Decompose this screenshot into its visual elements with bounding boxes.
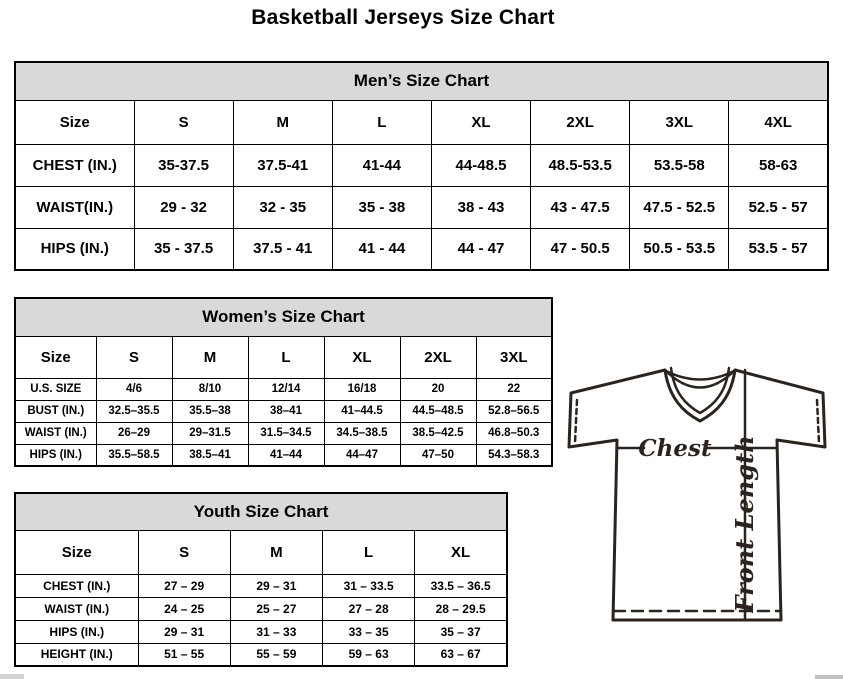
size-cell: 16/18 [324,378,400,400]
size-cell: 29 – 31 [138,620,230,643]
column-header: L [248,336,324,378]
size-cell: 33 – 35 [323,620,415,643]
size-cell: 29 - 32 [134,186,233,228]
row-label: CHEST (IN.) [15,574,138,597]
size-cell: 32 - 35 [233,186,332,228]
size-cell: 41-44 [332,144,431,186]
size-cell: 35.5–58.5 [96,444,172,466]
size-cell: 35.5–38 [172,400,248,422]
size-cell: 26–29 [96,422,172,444]
size-cell: 24 – 25 [138,597,230,620]
table-row [15,186,828,228]
size-cell: 38.5–41 [172,444,248,466]
size-cell: 31 – 33.5 [323,574,415,597]
table-row [15,574,507,597]
column-header: S [134,100,233,144]
table-row [15,378,552,400]
size-cell: 25 – 27 [230,597,322,620]
table-title-row [15,298,552,336]
row-label: CHEST (IN.) [15,144,134,186]
row-label: U.S. SIZE [15,378,96,400]
youth-size-table [14,492,508,667]
right-cuff-dashed-line [817,400,819,443]
table-row [15,444,552,466]
column-header: L [332,100,431,144]
size-cell: 32.5–35.5 [96,400,172,422]
size-cell: 37.5-41 [233,144,332,186]
column-header: XL [431,100,530,144]
row-label: HIPS (IN.) [15,444,96,466]
column-header: S [138,530,230,574]
table-title: Women’s Size Chart [15,298,552,336]
column-header: 4XL [729,100,828,144]
column-header: L [323,530,415,574]
table-row [15,620,507,643]
size-cell: 44 - 47 [431,228,530,270]
size-cell: 34.5–38.5 [324,422,400,444]
column-header: XL [324,336,400,378]
row-label: HIPS (IN.) [15,228,134,270]
column-header: 2XL [531,100,630,144]
column-header: M [172,336,248,378]
size-cell: 55 – 59 [230,643,322,666]
size-cell: 44–47 [324,444,400,466]
scrollbar-fragment-right[interactable] [815,675,843,679]
chest-measure-label: Chest [638,435,712,462]
column-header: S [96,336,172,378]
size-cell: 43 - 47.5 [531,186,630,228]
table-row [15,400,552,422]
size-cell: 41–44 [248,444,324,466]
size-cell: 52.5 - 57 [729,186,828,228]
column-header-row [15,530,507,574]
front-length-measure-label: Front Length [730,435,759,613]
row-label: WAIST(IN.) [15,186,134,228]
size-cell: 38 - 43 [431,186,530,228]
size-cell: 47 - 50.5 [531,228,630,270]
size-cell: 35 - 37.5 [134,228,233,270]
size-cell: 22 [476,378,552,400]
table-row [15,228,828,270]
column-header-row [15,336,552,378]
size-cell: 8/10 [172,378,248,400]
jersey-outline [569,370,825,620]
size-cell: 58-63 [729,144,828,186]
size-cell: 4/6 [96,378,172,400]
size-cell: 59 – 63 [323,643,415,666]
size-cell: 38–41 [248,400,324,422]
column-header: M [233,100,332,144]
column-header: 3XL [476,336,552,378]
table-row [15,643,507,666]
size-cell: 20 [400,378,476,400]
size-cell: 38.5–42.5 [400,422,476,444]
table-row [15,422,552,444]
table-title: Youth Size Chart [15,493,507,530]
jersey-measurement-diagram [556,352,828,628]
row-label: HEIGHT (IN.) [15,643,138,666]
size-cell: 44-48.5 [431,144,530,186]
womens-size-table [14,297,553,467]
size-cell: 44.5–48.5 [400,400,476,422]
column-header: Size [15,100,134,144]
size-cell: 31.5–34.5 [248,422,324,444]
size-cell: 63 – 67 [415,643,507,666]
size-cell: 37.5 - 41 [233,228,332,270]
size-cell: 46.8–50.3 [476,422,552,444]
size-cell: 12/14 [248,378,324,400]
page-title: Basketball Jerseys Size Chart [251,6,555,29]
row-label: HIPS (IN.) [15,620,138,643]
size-cell: 53.5 - 57 [729,228,828,270]
column-header: 2XL [400,336,476,378]
mens-size-table [14,61,829,271]
column-header: Size [15,336,96,378]
row-label: WAIST (IN.) [15,422,96,444]
size-cell: 41–44.5 [324,400,400,422]
size-cell: 53.5-58 [630,144,729,186]
size-cell: 48.5-53.5 [531,144,630,186]
size-cell: 52.8–56.5 [476,400,552,422]
table-title-row [15,62,828,100]
row-label: WAIST (IN.) [15,597,138,620]
size-cell: 35 – 37 [415,620,507,643]
size-cell: 27 – 28 [323,597,415,620]
column-header-row [15,100,828,144]
size-cell: 33.5 – 36.5 [415,574,507,597]
size-cell: 47.5 - 52.5 [630,186,729,228]
table-title-row [15,493,507,530]
size-cell: 29 – 31 [230,574,322,597]
table-title: Men’s Size Chart [15,62,828,100]
size-cell: 50.5 - 53.5 [630,228,729,270]
table-row [15,144,828,186]
size-cell: 35-37.5 [134,144,233,186]
size-cell: 29–31.5 [172,422,248,444]
column-header: 3XL [630,100,729,144]
row-label: BUST (IN.) [15,400,96,422]
size-cell: 51 – 55 [138,643,230,666]
size-cell: 31 – 33 [230,620,322,643]
size-cell: 27 – 29 [138,574,230,597]
size-cell: 35 - 38 [332,186,431,228]
size-cell: 47–50 [400,444,476,466]
column-header: M [230,530,322,574]
table-row [15,597,507,620]
left-cuff-dashed-line [575,400,577,443]
size-cell: 28 – 29.5 [415,597,507,620]
column-header: XL [415,530,507,574]
size-cell: 41 - 44 [332,228,431,270]
scrollbar-fragment-left[interactable] [0,674,24,679]
size-cell: 54.3–58.3 [476,444,552,466]
column-header: Size [15,530,138,574]
